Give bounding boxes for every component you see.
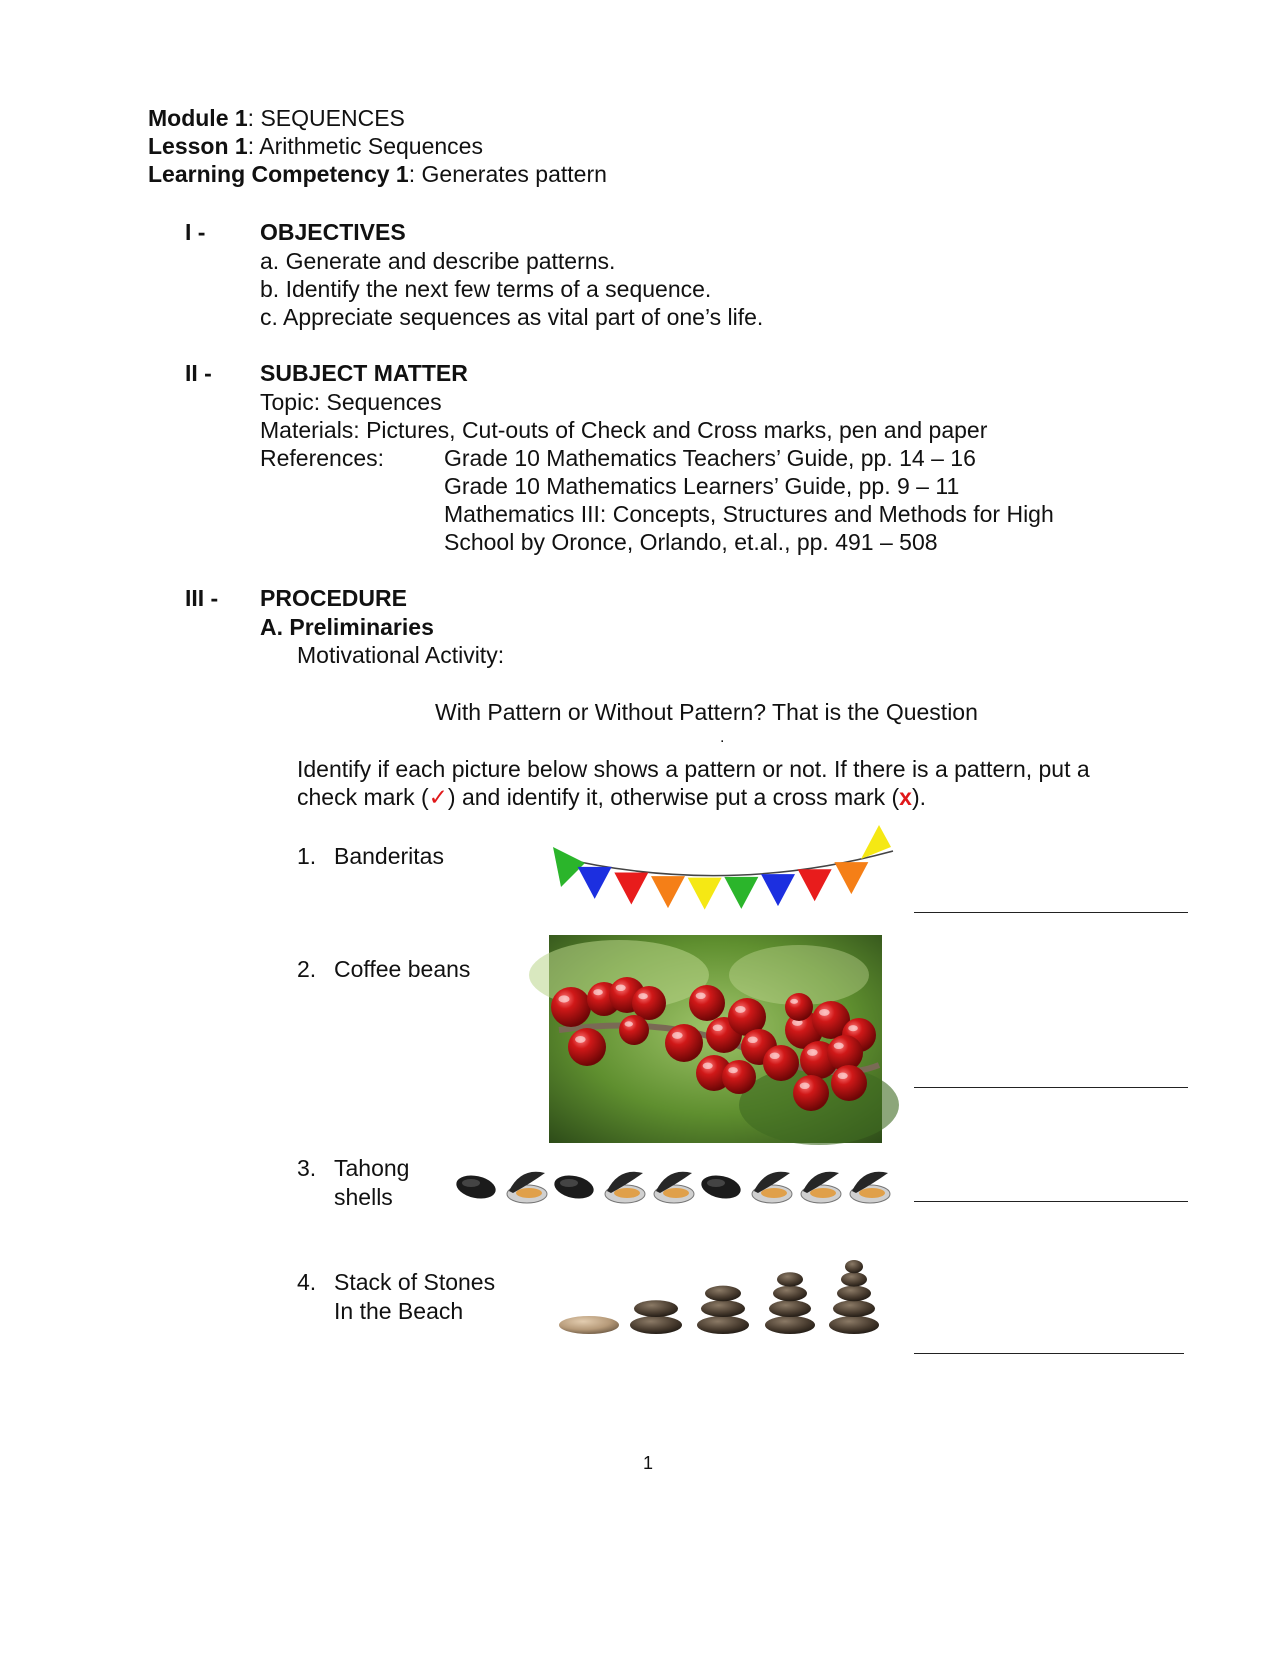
- item-label-cont: In the Beach: [334, 1298, 464, 1324]
- objective-item: b. Identify the next few terms of a sequence.: [260, 276, 712, 302]
- closed-shell: [454, 1172, 498, 1202]
- stone: [697, 1316, 749, 1334]
- coffee-berry-highlight: [735, 1006, 746, 1013]
- item-number: 1.: [297, 843, 317, 869]
- item-number: 2.: [297, 956, 317, 982]
- coffee-berry: [763, 1045, 799, 1081]
- reference-item: Mathematics III: Concepts, Structures and Methods for High: [444, 501, 1054, 527]
- item-label: Banderitas: [334, 843, 444, 869]
- coffee-berry-highlight: [819, 1009, 830, 1016]
- banderitas-image: [555, 845, 895, 925]
- objectives-numeral: I -: [185, 219, 206, 245]
- item-number: 3.: [297, 1155, 317, 1181]
- item-label-cont: shells: [334, 1184, 393, 1210]
- closed-shell: [699, 1172, 743, 1202]
- lesson-label: Lesson 1: [148, 133, 248, 159]
- flag-shape: [688, 878, 722, 910]
- stone: [829, 1316, 879, 1334]
- stone: [845, 1260, 863, 1273]
- references-label: References:: [260, 445, 385, 471]
- cross-mark-icon: x: [899, 784, 912, 810]
- coffee-berry: [619, 1015, 649, 1045]
- item-label: Coffee beans: [334, 956, 471, 982]
- activity-title: With Pattern or Without Pattern? That is the Question: [435, 699, 978, 725]
- coffee-berry-highlight: [638, 993, 648, 999]
- subject-title: SUBJECT MATTER: [260, 360, 468, 386]
- objective-item: a. Generate and describe patterns.: [260, 248, 616, 274]
- stone: [833, 1300, 875, 1317]
- flag-shape: [861, 825, 891, 859]
- coffee-berry-highlight: [696, 993, 706, 999]
- coffee-berry-highlight: [625, 1021, 633, 1026]
- stone: [634, 1300, 678, 1317]
- shell-highlight: [707, 1179, 725, 1187]
- coffee-berry-highlight: [593, 989, 603, 995]
- item-label: Stack of Stones: [334, 1269, 496, 1295]
- flag-shape: [798, 869, 832, 901]
- item-label: Tahong: [334, 1155, 410, 1181]
- coffee-berry-highlight: [713, 1025, 723, 1031]
- flag-shape: [724, 877, 758, 909]
- coffee-berry-highlight: [807, 1049, 818, 1056]
- preliminaries-heading: A. Preliminaries: [260, 614, 434, 640]
- module-line: [148, 104, 405, 132]
- stone: [777, 1272, 803, 1286]
- stone: [837, 1286, 871, 1302]
- shell-meat: [761, 1188, 787, 1198]
- stone: [705, 1286, 741, 1302]
- lesson-line: [148, 132, 483, 160]
- coffee-berry-highlight: [848, 1025, 858, 1031]
- coffee-berry-highlight: [800, 1083, 810, 1089]
- coffee-berry-highlight: [790, 999, 798, 1004]
- shell-meat: [810, 1188, 836, 1198]
- reference-item: School by Oronce, Orlando, et.al., pp. 491 – 508: [444, 529, 938, 555]
- coffee-berry: [793, 1075, 829, 1111]
- coffee-berry: [551, 987, 591, 1027]
- shell-highlight: [462, 1179, 480, 1187]
- instruction-line-2: check mark (✓) and identify it, otherwise put a cross mark (x).: [297, 784, 927, 810]
- answer-blank[interactable]: [914, 1087, 1188, 1088]
- coffee-berry-highlight: [834, 1043, 844, 1049]
- objective-item: c. Appreciate sequences as vital part of one’s life.: [260, 304, 764, 330]
- flag-shape: [834, 862, 868, 894]
- coffee-berry-highlight: [748, 1037, 758, 1043]
- closed-shell: [552, 1172, 596, 1202]
- competency-label: Learning Competency 1: [148, 161, 409, 187]
- stone: [841, 1272, 867, 1286]
- coffee-berry-highlight: [703, 1063, 713, 1069]
- module-label: Module 1: [148, 105, 248, 131]
- stone: [769, 1300, 811, 1317]
- coffee-berry: [568, 1028, 606, 1066]
- answer-blank[interactable]: [914, 912, 1188, 913]
- check-mark-icon: ✓: [428, 784, 448, 810]
- module-value: : SEQUENCES: [247, 105, 405, 131]
- motivational-activity-label: Motivational Activity:: [297, 642, 505, 668]
- coffee-berry-highlight: [770, 1053, 780, 1059]
- procedure-title: PROCEDURE: [260, 585, 407, 611]
- lesson-value: : Arithmetic Sequences: [247, 133, 483, 159]
- instruction-line-1: Identify if each picture below shows a pattern or not. If there is a pattern, put a: [297, 756, 1090, 782]
- coffee-berry: [831, 1065, 867, 1101]
- coffee-berry-highlight: [728, 1067, 738, 1073]
- tahong-shells-image: [452, 1163, 900, 1208]
- reference-item: Grade 10 Mathematics Teachers’ Guide, pp. 14 – 16: [444, 445, 976, 471]
- flag-shape: [761, 874, 795, 906]
- stone: [630, 1316, 682, 1334]
- coffee-beans-image: [549, 935, 882, 1143]
- flag-shape: [578, 867, 612, 899]
- flag-shape: [614, 873, 648, 905]
- coffee-berry-highlight: [838, 1073, 848, 1079]
- competency-value: : Generates pattern: [408, 161, 607, 187]
- coffee-berry-highlight: [575, 1036, 586, 1043]
- stone: [773, 1286, 807, 1302]
- shell-meat: [614, 1188, 640, 1198]
- coffee-berry: [632, 986, 666, 1020]
- topic-line: Topic: Sequences: [260, 389, 442, 415]
- coffee-berry: [785, 993, 813, 1021]
- materials-line: Materials: Pictures, Cut-outs of Check and Cross marks, pen and paper: [260, 417, 988, 443]
- item-number: 4.: [297, 1269, 317, 1295]
- shell-meat: [516, 1188, 542, 1198]
- stone: [701, 1300, 745, 1317]
- objectives-title: OBJECTIVES: [260, 219, 406, 245]
- coffee-berry-highlight: [672, 1032, 683, 1039]
- flag-shape: [651, 876, 685, 908]
- coffee-berry: [689, 985, 725, 1021]
- shell-highlight: [560, 1179, 578, 1187]
- stone: [559, 1316, 619, 1334]
- reference-item: Grade 10 Mathematics Learners’ Guide, pp. 9 – 11: [444, 473, 960, 499]
- competency-line: [148, 160, 607, 188]
- procedure-numeral: III -: [185, 585, 219, 611]
- activity-title-dot: .: [720, 729, 725, 746]
- coffee-berry: [665, 1024, 703, 1062]
- shell-meat: [663, 1188, 689, 1198]
- subject-numeral: II -: [185, 360, 212, 386]
- coffee-berry: [722, 1060, 756, 1094]
- page-number: 1: [643, 1453, 654, 1473]
- coffee-berry-highlight: [558, 995, 569, 1002]
- shell-meat: [859, 1188, 885, 1198]
- coffee-berry-highlight: [616, 985, 626, 991]
- stone: [765, 1316, 815, 1334]
- answer-blank[interactable]: [914, 1353, 1184, 1354]
- answer-blank[interactable]: [914, 1201, 1188, 1202]
- stone-stacks-image: [556, 1252, 886, 1342]
